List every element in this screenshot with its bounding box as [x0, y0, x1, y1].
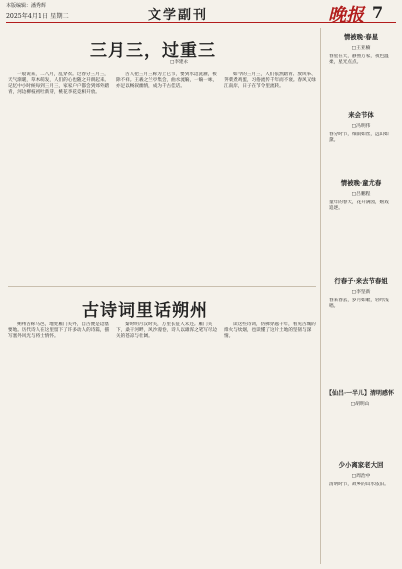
article1-column-3: 如今的三月三，人们依然踏青、放风筝、荠菜煮鸡蛋，习俗流传千年而不衰。春风又绿江南岸，日子在节令里流转。 — [224, 72, 316, 89]
sidebar-poem-4-author: □李坚新 — [351, 290, 371, 295]
article2-column-3: 读这些诗词，仿佛穿越千年，看见古城的烽火与炊烟，也读懂了这片土地的坚韧与深情。 — [224, 322, 316, 339]
sidebar-poem-5-title: 【仙吕·一半儿】清明感怀 — [325, 390, 395, 397]
sidebar-poem-6-text: 清明时节，故乡的山水依旧。 — [329, 482, 389, 487]
poetry-sidebar — [320, 28, 399, 564]
header-rule — [6, 22, 396, 23]
sidebar-poem-4-title: 行春子·来去节春姐 — [334, 277, 388, 285]
sidebar-poem-1-title: 情被晚·春星 — [343, 33, 379, 41]
sidebar-poem-2-title: 来会节体 — [348, 111, 374, 119]
article2-title: 古诗词里话朔州 — [82, 301, 208, 321]
article2-column-1: 朔州古称马邑，地处雁门关外，自古便是边塞要地。历代诗人在这里留下了许多动人的诗篇，描写塞外风光与将士情怀。 — [8, 322, 110, 339]
newspaper-logo: 晚报 — [328, 5, 364, 26]
sidebar-poem-5-author: □胡明山 — [350, 402, 370, 407]
sidebar-poem-3-author: □吕鹏程 — [351, 192, 371, 197]
sidebar-poem-2-text: 春分时节，细雨如丝，远山如黛。 — [329, 132, 389, 143]
sidebar-poem-2-author: □冯明伟 — [351, 124, 371, 129]
article1-author: □李建永 — [170, 60, 189, 65]
editor-tag: 本版编辑：潘秀辉 — [6, 3, 47, 9]
sidebar-poem-4-text: 春来春去，岁月如歌，轻吟浅唱。 — [329, 298, 389, 309]
article1-column-2: 古人把三月三称为上巳节，要到水边洗濯，祓除不祥。王羲之兰亭集会，曲水流觞，一觞一咏，亦足以畅叙幽情，成为千古佳话。 — [116, 72, 218, 89]
issue-date: 2025年4月1日 星期二 — [6, 13, 69, 20]
sidebar-poem-1-author: □王亚楠 — [351, 46, 371, 51]
article1-title: 三月三，过重三 — [90, 41, 216, 61]
article2-column-2: 秦时明月汉时关，万里长征人未还。雁门关下，桑干河畔，风沙漫卷，诗人以雄浑之笔写尽边关的苍凉与壮阔。 — [116, 322, 218, 339]
sidebar-poem-6-title: 少小离家老大回 — [338, 461, 384, 469]
article1-column-1: 一般说来，二八月，乱穿衣。过春分三月三，天气渐暖，草木萌发，人们的心也随之开朗起来。记忆中小时候每到三月三，家家户户都会到郊外踏青，河边柳枝初吐新芽，桃花李花竞相开放。 — [8, 72, 110, 95]
page-number: 7 — [372, 3, 384, 22]
sidebar-poem-3-title: 情被晚·童尤春 — [340, 179, 382, 187]
sidebar-poem-3-text: 童年的春天，花开满园，嬉戏追逐。 — [329, 200, 389, 211]
section-title: 文学副刊 — [148, 8, 209, 23]
sidebar-poem-1-text: 春星在天，静照万家，夜色温柔，星光点点。 — [329, 54, 389, 65]
section-divider — [8, 286, 316, 287]
sidebar-poem-6-author: □周治中 — [351, 474, 371, 479]
